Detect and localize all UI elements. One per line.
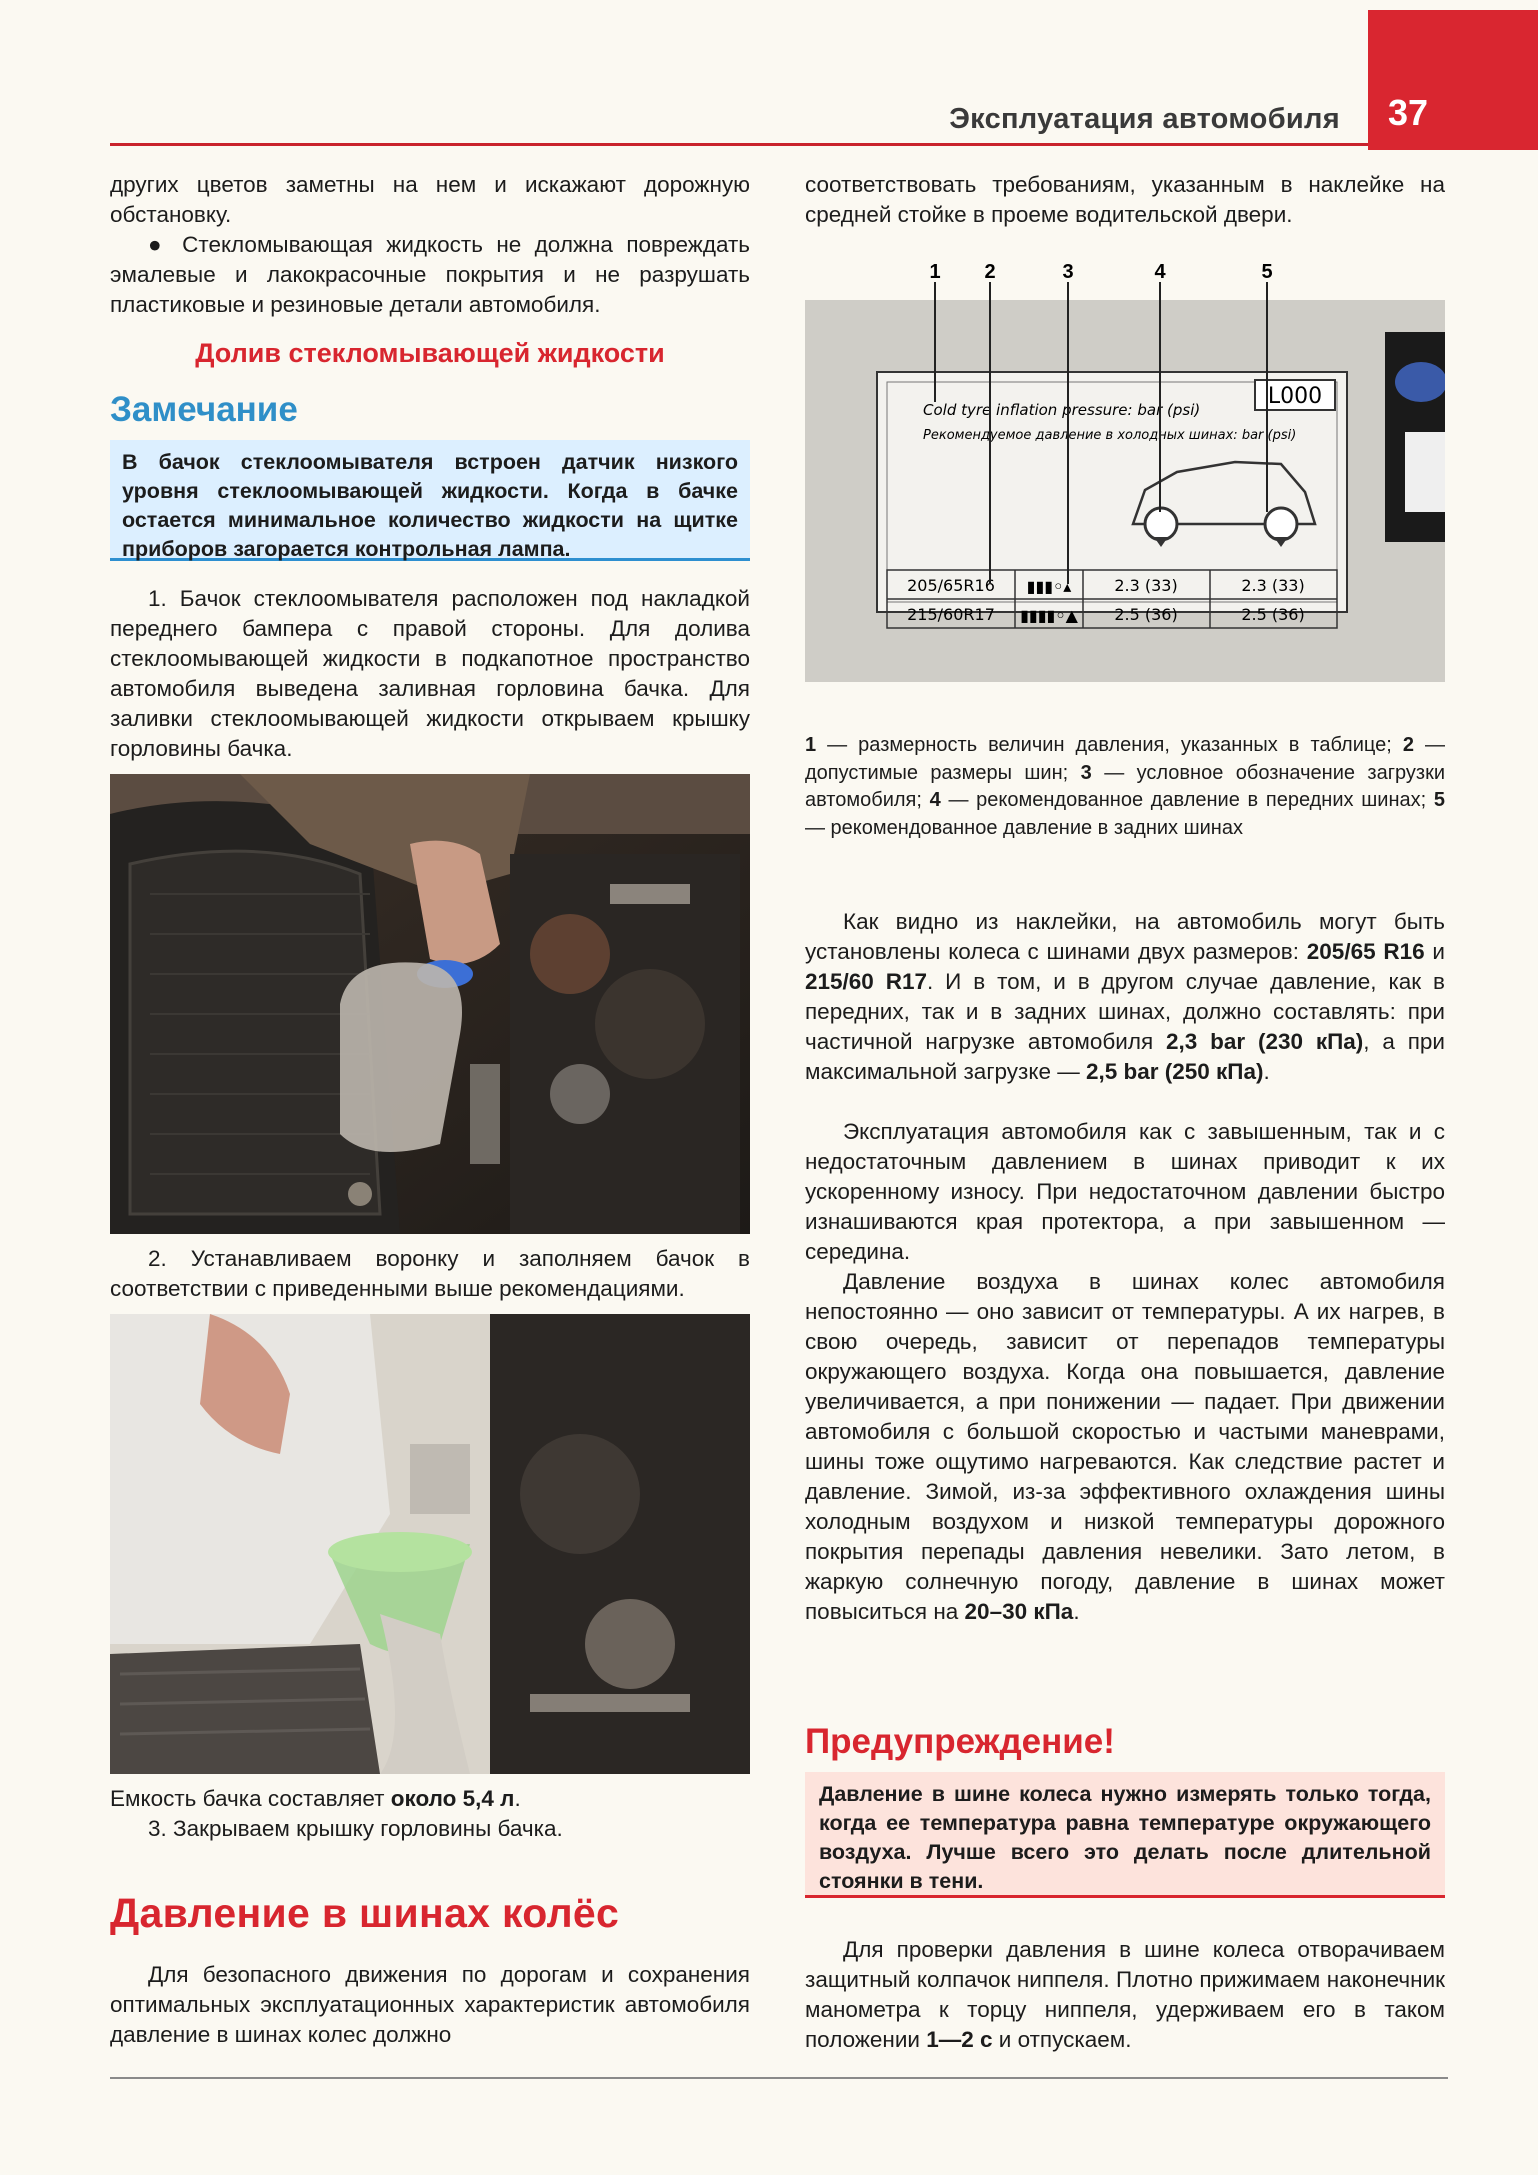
step-3: 3. Закрываем крышку горловины бачка.: [148, 1816, 563, 1841]
warning-box: [805, 1772, 1445, 1898]
callout-3: 3: [1062, 262, 1074, 283]
sticker-line-en: Cold tyre inflation pressure: bar (psi): [923, 401, 1201, 419]
sticker-code: L000: [1267, 384, 1323, 409]
paragraph: других цветов заметны на нем и искажают дорожную обстановку.: [110, 172, 750, 227]
callout-1: 1: [929, 262, 941, 283]
sticker-front-2: 2.5 (36): [1114, 605, 1178, 624]
note-heading: Замечание: [110, 390, 298, 429]
load-partial-icon: ▮▮▮◦▴: [1026, 577, 1072, 596]
step-1: 1. Бачок стеклоомывателя расположен под накладкой переднего бампера с правой стороны. Для долива стеклоомывающей жидкости в подкапотное пространство автомобиля выведена заливная горловина бачка. Для заливки стеклоомывающей жидкости открываем крышку горловины бачка.: [110, 586, 750, 761]
sticker-rear-1: 2.3 (33): [1241, 576, 1305, 595]
pressure-full: 2,5 bar (250 кПа): [1085, 1059, 1264, 1084]
legend-num-4: 4: [929, 789, 941, 811]
legend-text-2: — допустимые размеры шин;: [805, 734, 1445, 784]
sticker-rear-2: 2.5 (36): [1241, 605, 1305, 624]
tire-size-1: 205/65 R16: [1306, 939, 1425, 964]
step-2: 2. Устанавливаем воронку и заполняем бачок в соответствии с приведенными выше рекомендациями.: [110, 1246, 750, 1301]
photo-funnel-filling: [110, 1314, 750, 1774]
callout-2: 2: [984, 262, 996, 283]
capacity-line: [110, 1784, 750, 1814]
tire-size-2: 215/60 R17: [805, 969, 927, 994]
text-span: Как видно из наклейки, на автомобиль могут быть установлены колеса с шинами двух размеров:: [805, 909, 1445, 964]
header-rule: [110, 143, 1368, 146]
warning-heading: Предупреждение!: [805, 1722, 1115, 1761]
warning-text: Давление в шине колеса нужно измерять только тогда, когда ее температура равна температуре окружающего воздуха. Лучше всего это делать после длительной стоянки в тени.: [819, 1782, 1431, 1893]
note-box: [110, 440, 750, 561]
legend-num-1: 1: [805, 734, 817, 756]
legend-text-4: — рекомендованное давление в передних шинах;: [940, 789, 1434, 811]
sticker-line-ru: Рекомендуемое давление в холодных шинах: bar (psi): [923, 428, 1297, 443]
capacity-suffix: .: [514, 1786, 521, 1811]
section-title: Эксплуатация автомобиля: [949, 103, 1340, 135]
photo-washer-reservoir: [110, 774, 750, 1234]
paragraph-tire-sizes: [805, 907, 1445, 1087]
callout-4: 4: [1154, 262, 1166, 283]
text-span: .: [1263, 1059, 1270, 1084]
paragraph-sticker-ref: соответствовать требованиям, указанным в наклейке на средней стойке в проеме водительской двери.: [805, 172, 1445, 227]
capacity-value: около 5,4 л: [390, 1786, 515, 1811]
text-span: и отпускаем.: [992, 2027, 1132, 2052]
caption-text: [805, 732, 1445, 842]
text-span: .: [1073, 1599, 1080, 1624]
text-span: , а при максимальной загрузке —: [805, 1029, 1445, 1084]
bullet-paragraph: ● Стекломывающая жидкость не должна повреждать эмалевые и лакокрасочные покрытия и не разрушать пластиковые и резиновые детали автомобиля.: [110, 232, 750, 317]
text-span: и: [1424, 939, 1445, 964]
pressure-rise: 20–30 кПа: [964, 1599, 1074, 1624]
text-span: Для проверки давления в шине колеса отворачиваем защитный колпачок ниппеля. Плотно прижимаем наконечник манометра к торцу ниппеля, удерживаем его в таком положении: [805, 1937, 1445, 2052]
paragraph-temperature: [805, 1267, 1445, 1627]
text-span: Давление воздуха в шинах колес автомобиля непостоянно — оно зависит от температуры. А их нагрев, в свою очередь, зависит от перепадов температуры окружающего воздуха. Когда она повышается, давление увеличивается, а при понижении — падает. При движении автомобиля с большой скоростью и частыми маневрами, шины тоже ощутимо нагреваются. Как следствие растет и давление. Зимой, из-за эффективного охлаждения шины холодным воздухом и низкой температуры дорожного покрытия перепады давления невелики. Зато летом, в жаркую солнечную погоду, давление в шинах может повыситься на: [805, 1269, 1445, 1624]
paragraph-pressure-check: [805, 1935, 1445, 2055]
heading-tire-pressure: Давление в шинах колёс: [110, 1890, 620, 1936]
figure-caption: [805, 732, 1445, 842]
legend-text-5: — рекомендованное давление в задних шинах: [805, 816, 1243, 839]
legend-num-5: 5: [1433, 789, 1445, 811]
load-full-icon: ▮▮▮▮◦▲: [1020, 606, 1078, 625]
sticker-tire-1: 205/65R16: [907, 576, 995, 595]
hold-duration: 1—2 с: [926, 2027, 993, 2052]
note-text: В бачок стеклоомывателя встроен датчик низкого уровня стеклоомывающей жидкости. Когда в бачке остается минимальное количество жидкости на щитке приборов загорается контрольная лампа.: [122, 450, 738, 561]
legend-text-3: — условное обозначение загрузки автомобиля;: [805, 761, 1446, 811]
legend-text-1: — размерность величин давления, указанных в таблице;: [816, 734, 1403, 756]
legend-num-3: 3: [1080, 761, 1092, 784]
sticker-front-1: 2.3 (33): [1114, 576, 1178, 595]
pressure-partial: 2,3 bar (230 кПа): [1165, 1029, 1364, 1054]
capacity-prefix: Емкость бачка составляет: [110, 1786, 391, 1811]
figure-tire-sticker: [805, 262, 1445, 682]
page-number: 37: [1387, 92, 1429, 133]
footer-rule: [110, 2077, 1448, 2079]
subheading-washer-fluid: Долив стекломывающей жидкости: [195, 338, 665, 368]
paragraph-wear: Эксплуатация автомобиля как с завышенным, так и с недостаточным давлением в шинах приводит к их ускоренному износу. При недостаточном давлении быстро изнашиваются края протектора, а при завышенном — середина.: [805, 1119, 1445, 1264]
paragraph-tires-intro: Для безопасного движения по дорогам и сохранения оптимальных эксплуатационных характеристик автомобиля давление в шинах колес должно: [110, 1962, 750, 2047]
legend-num-2: 2: [1402, 734, 1414, 756]
callout-5: 5: [1261, 262, 1273, 283]
sticker-tire-2: 215/60R17: [907, 605, 995, 624]
text-span: . И в том, и в другом случае давление, как в передних, так и в задних шинах, должно составлять: при частичной нагрузке автомобиля: [805, 969, 1445, 1054]
